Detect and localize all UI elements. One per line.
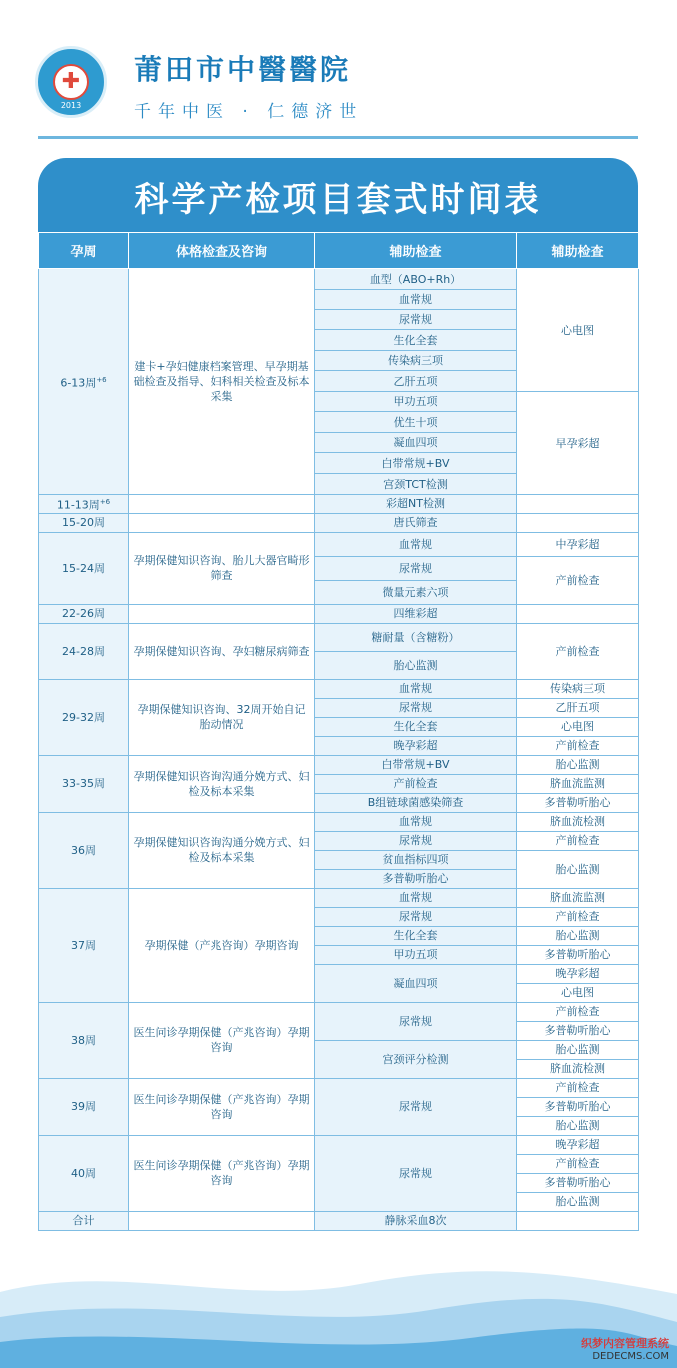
total-label: 合计 bbox=[39, 1211, 129, 1230]
aux-item bbox=[517, 604, 639, 623]
watermark-line1: 织梦内容管理系统 bbox=[581, 1337, 669, 1350]
sub-item: 生化全套 bbox=[315, 330, 517, 351]
sub-item: 生化全套 bbox=[315, 717, 517, 736]
week-cell: 36周 bbox=[39, 812, 129, 888]
header-divider bbox=[38, 136, 638, 139]
sub-item: 尿常规 bbox=[315, 1002, 517, 1040]
aux-item: 多普勒听胎心 bbox=[517, 1097, 639, 1116]
week-cell: 38周 bbox=[39, 1002, 129, 1078]
week-cell: 29-32周 bbox=[39, 679, 129, 755]
table-row bbox=[39, 495, 639, 514]
consult-cell: 医生问诊孕期保健（产兆咨询）孕期咨询 bbox=[129, 1135, 315, 1211]
aux-item bbox=[517, 495, 639, 514]
aux-item: 中孕彩超 bbox=[517, 532, 639, 556]
aux-item: 多普勒听胎心 bbox=[517, 1173, 639, 1192]
aux-item: 多普勒听胎心 bbox=[517, 945, 639, 964]
aux-item bbox=[517, 1211, 639, 1230]
aux-item bbox=[517, 513, 639, 532]
sub-item: 尿常规 bbox=[315, 698, 517, 717]
consult-cell bbox=[129, 513, 315, 532]
aux-item: 脐血流检测 bbox=[517, 1059, 639, 1078]
aux-item: 乙肝五项 bbox=[517, 698, 639, 717]
sub-item: 生化全套 bbox=[315, 926, 517, 945]
aux-item: 早孕彩超 bbox=[517, 392, 639, 495]
aux-item: 脐血流检测 bbox=[517, 812, 639, 831]
table-row bbox=[39, 604, 639, 623]
sub-item: 传染病三项 bbox=[315, 351, 517, 371]
hospital-header bbox=[0, 0, 677, 150]
aux-item: 产前检查 bbox=[517, 623, 639, 679]
sub-item: 彩超NT检测 bbox=[315, 495, 517, 514]
sub-item: 血常规 bbox=[315, 532, 517, 556]
consult-cell: 孕期保健知识咨询、胎儿大器官畸形筛查 bbox=[129, 532, 315, 604]
aux-item: 脐血流监测 bbox=[517, 774, 639, 793]
table-row bbox=[39, 1078, 639, 1097]
aux-item: 产前检查 bbox=[517, 1154, 639, 1173]
sub-item: 血常规 bbox=[315, 290, 517, 310]
aux-item: 脐血流监测 bbox=[517, 888, 639, 907]
schedule-table bbox=[38, 232, 639, 1231]
sub-item: 尿常规 bbox=[315, 1078, 517, 1135]
col-aux-2: 辅助检查 bbox=[517, 233, 639, 269]
table-row bbox=[39, 513, 639, 532]
aux-item: 产前检查 bbox=[517, 736, 639, 755]
table-row bbox=[39, 623, 639, 651]
aux-item: 产前检查 bbox=[517, 1078, 639, 1097]
sub-item: 宫颈评分检测 bbox=[315, 1040, 517, 1078]
sub-item: 血常规 bbox=[315, 679, 517, 698]
aux-item: 传染病三项 bbox=[517, 679, 639, 698]
hospital-name: 莆田市中醫醫院 bbox=[134, 53, 352, 86]
week-cell: 37周 bbox=[39, 888, 129, 1002]
aux-item: 胎心监测 bbox=[517, 1192, 639, 1211]
consult-cell bbox=[129, 1211, 315, 1230]
consult-cell: 医生问诊孕期保健（产兆咨询）孕期咨询 bbox=[129, 1002, 315, 1078]
sub-item: 尿常规 bbox=[315, 556, 517, 580]
table-row bbox=[39, 812, 639, 831]
aux-item: 多普勒听胎心 bbox=[517, 1021, 639, 1040]
consult-cell: 孕期保健知识咨询、32周开始自记胎动情况 bbox=[129, 679, 315, 755]
week-cell: 15-24周 bbox=[39, 532, 129, 604]
sub-item: 乙肝五项 bbox=[315, 371, 517, 392]
sub-item: 糖耐量（含糖粉） bbox=[315, 623, 517, 651]
table-row bbox=[39, 679, 639, 698]
total-value: 静脉采血8次 bbox=[315, 1211, 517, 1230]
aux-item: 产前检查 bbox=[517, 1002, 639, 1021]
consult-cell: 建卡+孕妇健康档案管理、早孕期基础检查及指导、妇科相关检查及标本采集 bbox=[129, 269, 315, 495]
week-cell: 11-13周$^{+6}$ bbox=[39, 495, 129, 514]
watermark bbox=[549, 1335, 669, 1362]
sub-item: 微量元素六项 bbox=[315, 580, 517, 604]
sub-item: 四维彩超 bbox=[315, 604, 517, 623]
table-row bbox=[39, 1135, 639, 1154]
sub-item: 胎心监测 bbox=[315, 651, 517, 679]
aux-item: 产前检查 bbox=[517, 831, 639, 850]
sub-item: 尿常规 bbox=[315, 831, 517, 850]
sub-item: 血型（ABO+Rh） bbox=[315, 269, 517, 290]
logo-year: 2013 bbox=[60, 101, 82, 110]
logo-emblem bbox=[53, 64, 89, 100]
consult-cell: 孕期保健知识咨询沟通分娩方式、妇检及标本采集 bbox=[129, 755, 315, 812]
week-cell: 15-20周 bbox=[39, 513, 129, 532]
consult-cell bbox=[129, 604, 315, 623]
sub-item: 尿常规 bbox=[315, 310, 517, 330]
sub-item: 白带常规+BV bbox=[315, 453, 517, 474]
consult-cell bbox=[129, 495, 315, 514]
aux-item: 胎心监测 bbox=[517, 1116, 639, 1135]
consult-cell: 孕期保健（产兆咨询）孕期咨询 bbox=[129, 888, 315, 1002]
sub-item: 尿常规 bbox=[315, 907, 517, 926]
table-header-row bbox=[39, 233, 639, 269]
week-cell: 33-35周 bbox=[39, 755, 129, 812]
sub-item: 多普勒听胎心 bbox=[315, 869, 517, 888]
sub-item: 晚孕彩超 bbox=[315, 736, 517, 755]
sub-item: 甲功五项 bbox=[315, 945, 517, 964]
aux-item: 心电图 bbox=[517, 717, 639, 736]
cross-icon: ✚ bbox=[61, 69, 81, 94]
table-row bbox=[39, 269, 639, 290]
sub-item: 宫颈TCT检测 bbox=[315, 474, 517, 495]
table-row bbox=[39, 755, 639, 774]
table-row bbox=[39, 888, 639, 907]
sub-item: 产前检查 bbox=[315, 774, 517, 793]
aux-item: 心电图 bbox=[517, 983, 639, 1002]
sub-item: 贫血指标四项 bbox=[315, 850, 517, 869]
sub-item: 甲功五项 bbox=[315, 392, 517, 412]
col-aux-1: 辅助检查 bbox=[315, 233, 517, 269]
col-week: 孕周 bbox=[39, 233, 129, 269]
sub-item: 凝血四项 bbox=[315, 433, 517, 453]
sub-item: 唐氏筛查 bbox=[315, 513, 517, 532]
week-cell: 40周 bbox=[39, 1135, 129, 1211]
aux-item: 晚孕彩超 bbox=[517, 1135, 639, 1154]
col-consult: 体格检查及咨询 bbox=[129, 233, 315, 269]
week-cell: 22-26周 bbox=[39, 604, 129, 623]
aux-item: 产前检查 bbox=[517, 907, 639, 926]
sub-item: 白带常规+BV bbox=[315, 755, 517, 774]
sub-item: 尿常规 bbox=[315, 1135, 517, 1211]
aux-item: 晚孕彩超 bbox=[517, 964, 639, 983]
table-row bbox=[39, 532, 639, 556]
hospital-slogan: 千年中医 · 仁德济世 bbox=[134, 102, 364, 122]
table-row bbox=[39, 1002, 639, 1021]
aux-item: 心电图 bbox=[517, 269, 639, 392]
sub-item: 优生十项 bbox=[315, 412, 517, 433]
sub-item: B组链球菌感染筛查 bbox=[315, 793, 517, 812]
sub-item: 凝血四项 bbox=[315, 964, 517, 1002]
consult-cell: 孕期保健知识咨询沟通分娩方式、妇检及标本采集 bbox=[129, 812, 315, 888]
week-cell: 39周 bbox=[39, 1078, 129, 1135]
total-row bbox=[39, 1211, 639, 1230]
title-bar bbox=[38, 158, 638, 232]
sub-item: 血常规 bbox=[315, 812, 517, 831]
sub-item: 血常规 bbox=[315, 888, 517, 907]
watermark-line2: DEDECMS.COM bbox=[592, 1351, 669, 1362]
hospital-logo bbox=[35, 46, 107, 118]
aux-item: 胎心监测 bbox=[517, 755, 639, 774]
page-title: 科学产检项目套式时间表 bbox=[134, 180, 542, 220]
week-cell: 24-28周 bbox=[39, 623, 129, 679]
consult-cell: 医生问诊孕期保健（产兆咨询）孕期咨询 bbox=[129, 1078, 315, 1135]
week-cell: 6-13周$^{+6}$ bbox=[39, 269, 129, 495]
aux-item: 多普勒听胎心 bbox=[517, 793, 639, 812]
aux-item: 产前检查 bbox=[517, 556, 639, 604]
aux-item: 胎心监测 bbox=[517, 926, 639, 945]
aux-item: 胎心监测 bbox=[517, 850, 639, 888]
aux-item: 胎心监测 bbox=[517, 1040, 639, 1059]
consult-cell: 孕期保健知识咨询、孕妇糖尿病筛查 bbox=[129, 623, 315, 679]
